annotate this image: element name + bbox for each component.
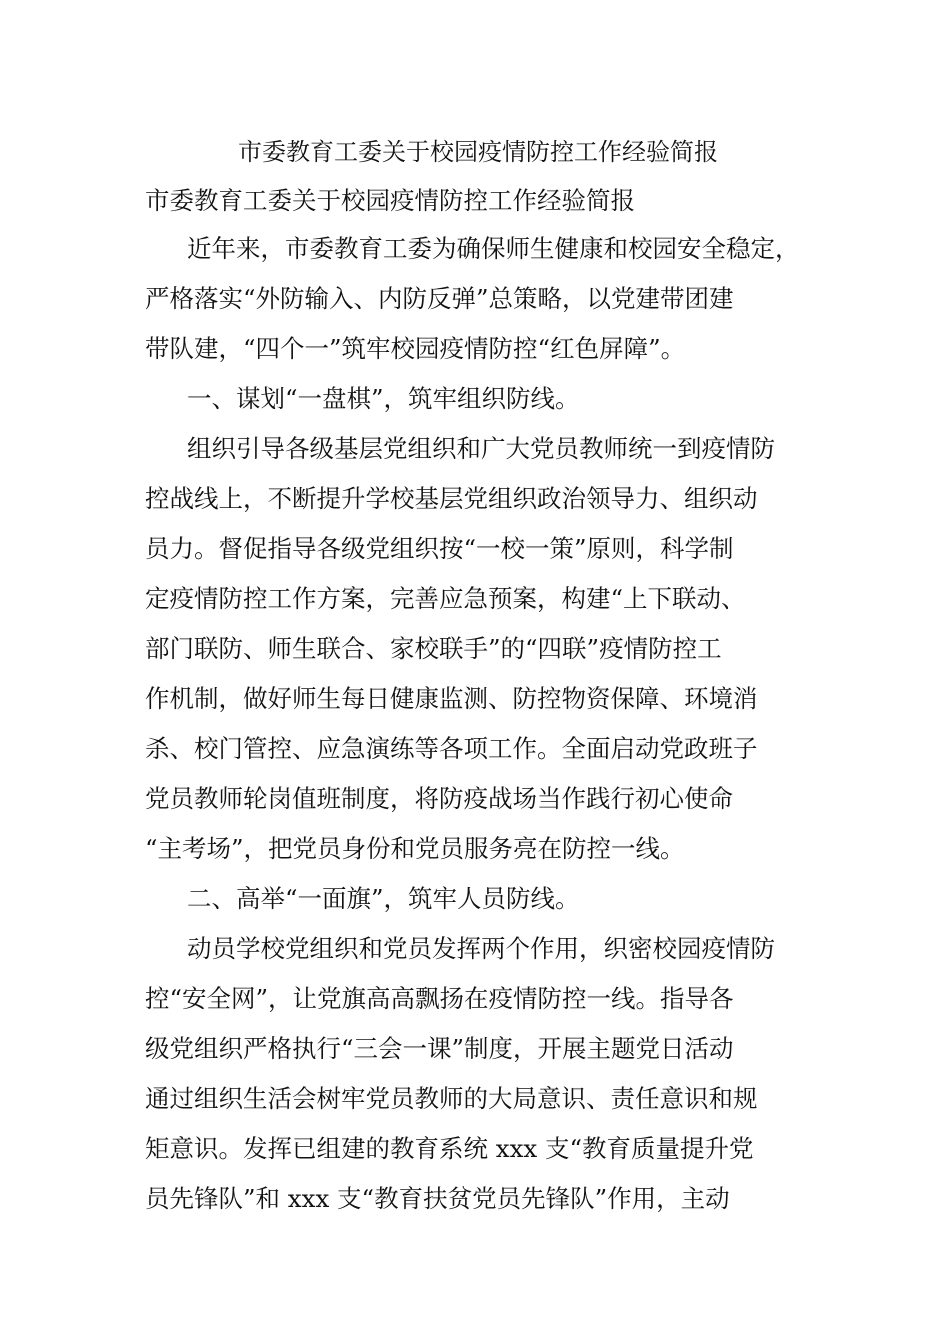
paragraph-line: 严格落实“外防输入、内防反弹”总策略，以党建带团建 (145, 284, 734, 313)
paragraph-line: 部门联防、师生联合、家校联手”的“四联”疫情防控工 (145, 634, 722, 663)
paragraph-line: 员先锋队”和 xxx 支“教育扶贫党员先锋队”作用，主动 (145, 1184, 730, 1213)
paragraph-line: 作机制，做好师生每日健康监测、防控物资保障、环境消 (145, 684, 758, 713)
paragraph-line: 级党组织严格执行“三会一课”制度，开展主题党日活动 (145, 1034, 734, 1063)
paragraph-line: 带队建，“四个一”筑牢校园疫情防控“红色屏障”。 (145, 334, 686, 363)
section-heading: 一、谋划“一盘棋”，筑牢组织防线。 (187, 384, 580, 413)
document-subtitle: 市委教育工委关于校园疫情防控工作经验简报 (145, 186, 635, 215)
paragraph-line: “主考场”，把党员身份和党员服务亮在防控一线。 (145, 834, 685, 863)
paragraph-line: 矩意识。发挥已组建的教育系统 xxx 支“教育质量提升党 (145, 1134, 754, 1163)
paragraph-line: 党员教师轮岗值班制度，将防疫战场当作践行初心使命 (145, 784, 733, 813)
section-heading: 二、高举“一面旗”，筑牢人员防线。 (187, 884, 580, 913)
paragraph-line: 杀、校门管控、应急演练等各项工作。全面启动党政班子 (145, 734, 758, 763)
paragraph-line: 控“安全网”，让党旗高高飘扬在疫情防控一线。指导各 (145, 984, 734, 1013)
paragraph-line: 员力。督促指导各级党组织按“一校一策”原则，科学制 (145, 534, 734, 563)
paragraph-line: 定疫情防控工作方案，完善应急预案，构建“上下联动、 (145, 584, 746, 613)
document-title: 市委教育工委关于校园疫情防控工作经验简报 (238, 138, 718, 166)
paragraph-line: 动员学校党组织和党员发挥两个作用，织密校园疫情防 (187, 934, 775, 963)
paragraph-line: 组织引导各级基层党组织和广大党员教师统一到疫情防 (187, 434, 775, 463)
paragraph-line: 通过组织生活会树牢党员教师的大局意识、责任意识和规 (145, 1084, 758, 1113)
document-body (145, 178, 820, 1224)
paragraph-line: 近年来，市委教育工委为确保师生健康和校园安全稳定， (187, 234, 800, 263)
paragraph-line: 控战线上，不断提升学校基层党组织政治领导力、组织动 (145, 484, 758, 513)
